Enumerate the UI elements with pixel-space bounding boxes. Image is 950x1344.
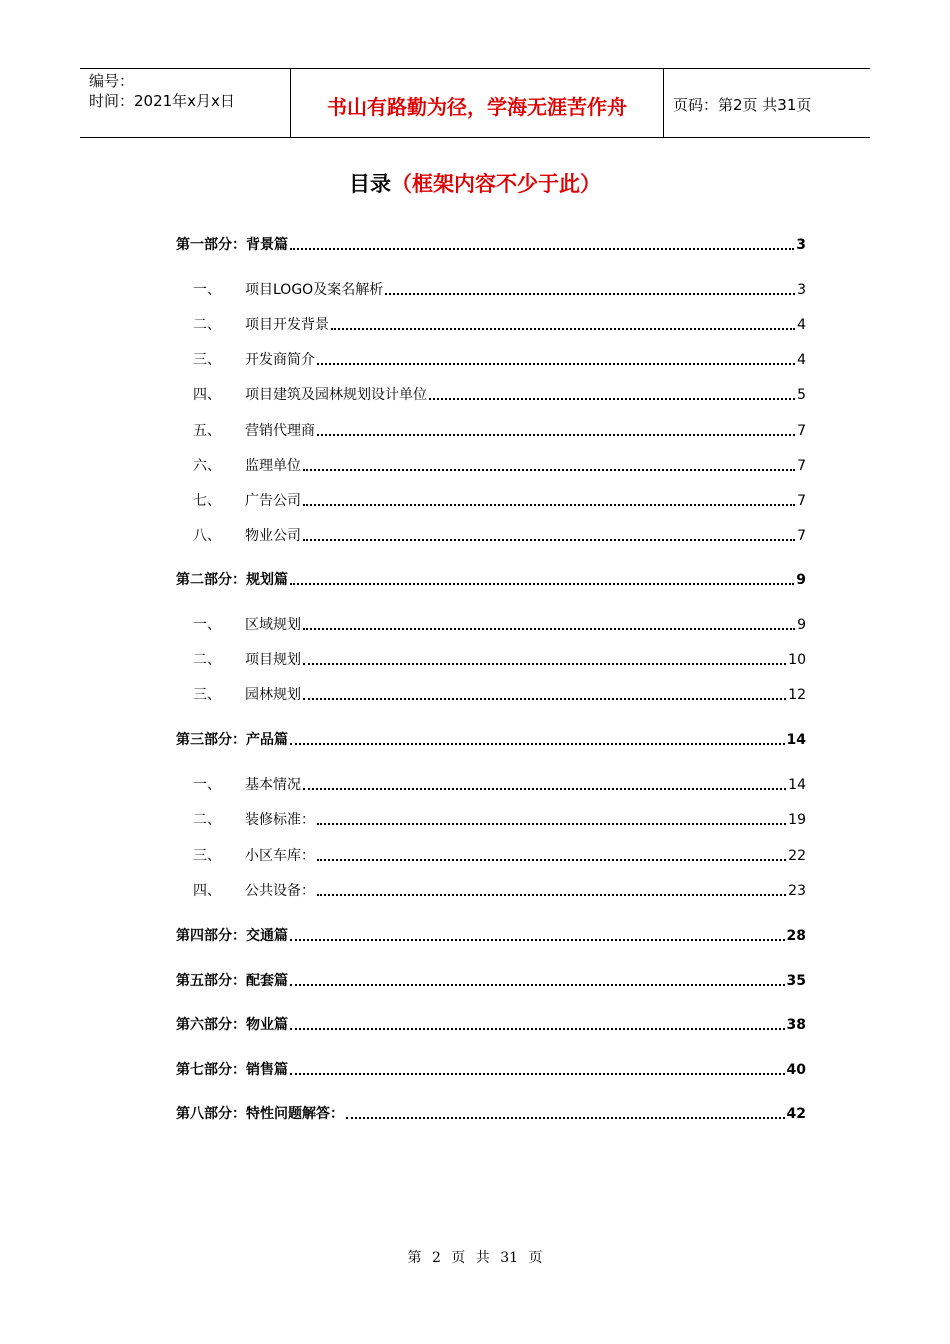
toc-entry-page: 5 xyxy=(797,387,806,403)
toc-dot-leader xyxy=(429,398,795,400)
toc-entry-page: 12 xyxy=(788,687,806,703)
toc-entry-page: 42 xyxy=(786,1106,806,1122)
toc-dot-leader xyxy=(303,628,795,630)
toc-entry-number: 二、 xyxy=(193,317,221,333)
toc-entry-text: 开发商简介 xyxy=(245,352,315,368)
toc-entry[interactable] xyxy=(176,312,806,334)
toc-entry-text: 项目建筑及园林规划设计单位 xyxy=(245,387,427,403)
toc-title-note: （框架内容不少于此） xyxy=(391,172,601,196)
toc-entry-text: 第六部分：物业篇 xyxy=(176,1017,288,1033)
toc-entry-text: 园林规划 xyxy=(245,687,301,703)
toc-entry-page: 3 xyxy=(797,282,806,298)
toc-dot-leader xyxy=(290,1028,785,1030)
toc-entry-number: 六、 xyxy=(193,458,221,474)
toc-entry-page: 9 xyxy=(796,572,806,588)
toc-entry[interactable] xyxy=(176,567,806,589)
toc-dot-leader xyxy=(346,1117,785,1119)
toc-entry-text: 第七部分：销售篇 xyxy=(176,1062,288,1078)
toc-entry[interactable] xyxy=(176,612,806,634)
toc-entry-page: 10 xyxy=(788,652,806,668)
toc-entry-text: 第五部分：配套篇 xyxy=(176,973,288,989)
toc-entry[interactable] xyxy=(176,923,806,945)
toc-dot-leader xyxy=(290,1073,785,1075)
header-page-info-cell xyxy=(664,69,870,137)
toc-entry-number: 三、 xyxy=(193,687,221,703)
toc-entry-page: 14 xyxy=(786,732,806,748)
toc-entry-text: 公共设备： xyxy=(245,883,315,899)
page-info: 页码：第2页 共31页 xyxy=(673,95,812,114)
toc-dot-leader xyxy=(303,788,786,790)
toc-entry-text: 第四部分：交通篇 xyxy=(176,928,288,944)
toc-entry[interactable] xyxy=(176,418,806,440)
toc-entry[interactable] xyxy=(176,1057,806,1079)
toc-entry-page: 35 xyxy=(786,973,806,989)
toc-dot-leader xyxy=(303,469,795,471)
toc-dot-leader xyxy=(303,698,786,700)
toc-entry-number: 二、 xyxy=(193,652,221,668)
toc-dot-leader xyxy=(317,434,795,436)
toc-entry[interactable] xyxy=(176,232,806,254)
toc-entry-number: 四、 xyxy=(193,387,221,403)
page-footer: 第 2 页 共 31 页 xyxy=(407,1250,543,1266)
toc-entry-page: 7 xyxy=(797,423,806,439)
toc-entry-page: 40 xyxy=(786,1062,806,1078)
toc-title xyxy=(0,168,950,198)
toc-entry-page: 4 xyxy=(797,317,806,333)
toc-entry-text: 物业公司 xyxy=(245,528,301,544)
toc-entry[interactable] xyxy=(176,277,806,299)
toc-entry-number: 三、 xyxy=(193,848,221,864)
toc-dot-leader xyxy=(317,363,795,365)
toc-entry[interactable] xyxy=(176,1012,806,1034)
toc-entry-text: 基本情况 xyxy=(245,777,301,793)
toc-entry-text: 项目LOGO及案名解析 xyxy=(245,282,384,298)
toc-dot-leader xyxy=(290,984,785,986)
toc-entry-text: 小区车库： xyxy=(245,848,315,864)
toc-entry[interactable] xyxy=(176,727,806,749)
toc-dot-leader xyxy=(317,823,786,825)
number-label: 编号： xyxy=(89,72,135,90)
toc-entry-number: 四、 xyxy=(193,883,221,899)
toc-entry-number: 三、 xyxy=(193,352,221,368)
toc-entry-page: 14 xyxy=(788,777,806,793)
motto-text: 书山有路勤为径，学海无涯苦作舟 xyxy=(327,94,627,119)
toc-entry-text: 监理单位 xyxy=(245,458,301,474)
toc-entry-text: 第二部分：规划篇 xyxy=(176,572,288,588)
toc-dot-leader xyxy=(331,328,795,330)
toc-entry-page: 38 xyxy=(786,1017,806,1033)
toc-entry-page: 7 xyxy=(797,458,806,474)
toc-entry-text: 项目开发背景 xyxy=(245,317,329,333)
toc-entry-text: 区域规划 xyxy=(245,617,301,633)
toc-entry-text: 项目规划 xyxy=(245,652,301,668)
toc-entry-number: 八、 xyxy=(193,528,221,544)
toc-dot-leader xyxy=(385,293,795,295)
toc-entry[interactable] xyxy=(176,647,806,669)
toc-entry[interactable] xyxy=(176,843,806,865)
toc-entry-page: 7 xyxy=(797,528,806,544)
toc-dot-leader xyxy=(317,859,786,861)
toc-entry[interactable] xyxy=(176,968,806,990)
toc-dot-leader xyxy=(317,894,786,896)
time-label: 时间：2021年x月x日 xyxy=(89,92,235,110)
toc-entry[interactable] xyxy=(176,1101,806,1123)
toc-entry-page: 28 xyxy=(786,928,806,944)
toc-entry-number: 一、 xyxy=(193,617,221,633)
toc-entry-text: 营销代理商 xyxy=(245,423,315,439)
toc-entry[interactable] xyxy=(176,682,806,704)
toc-dot-leader xyxy=(290,939,785,941)
toc-dot-leader xyxy=(290,743,785,745)
toc-dot-leader xyxy=(290,583,794,585)
toc-entry-page: 3 xyxy=(796,237,806,253)
page-header xyxy=(80,68,870,138)
toc-title-main: 目录 xyxy=(349,172,391,196)
toc-dot-leader xyxy=(290,248,794,250)
toc-entry-text: 第八部分：特性问题解答： xyxy=(176,1106,344,1122)
toc-entry[interactable] xyxy=(176,453,806,475)
toc-dot-leader xyxy=(303,504,795,506)
toc-entry[interactable] xyxy=(176,523,806,545)
toc-entry-page: 19 xyxy=(788,812,806,828)
toc-entry[interactable] xyxy=(176,347,806,369)
toc-entry[interactable] xyxy=(176,382,806,404)
toc-entry-page: 7 xyxy=(797,493,806,509)
toc-entry-text: 第一部分：背景篇 xyxy=(176,237,288,253)
toc-dot-leader xyxy=(303,539,795,541)
toc-entry-number: 一、 xyxy=(193,777,221,793)
toc-entry[interactable] xyxy=(176,807,806,829)
toc-dot-leader xyxy=(303,663,786,665)
toc-entry[interactable] xyxy=(176,878,806,900)
header-motto-cell xyxy=(291,69,664,137)
toc-entry[interactable] xyxy=(176,772,806,794)
header-left-cell xyxy=(80,69,291,137)
toc-entry-number: 七、 xyxy=(193,493,221,509)
toc-entry-number: 五、 xyxy=(193,423,221,439)
toc-entry-number: 二、 xyxy=(193,812,221,828)
toc-entry-text: 广告公司 xyxy=(245,493,301,509)
toc-entry-text: 第三部分：产品篇 xyxy=(176,732,288,748)
toc-entry-page: 9 xyxy=(797,617,806,633)
toc-entry-page: 22 xyxy=(788,848,806,864)
toc-entry-number: 一、 xyxy=(193,282,221,298)
toc-entry-text: 装修标准： xyxy=(245,812,315,828)
toc-entry[interactable] xyxy=(176,488,806,510)
toc-entry-page: 23 xyxy=(788,883,806,899)
toc-entry-page: 4 xyxy=(797,352,806,368)
